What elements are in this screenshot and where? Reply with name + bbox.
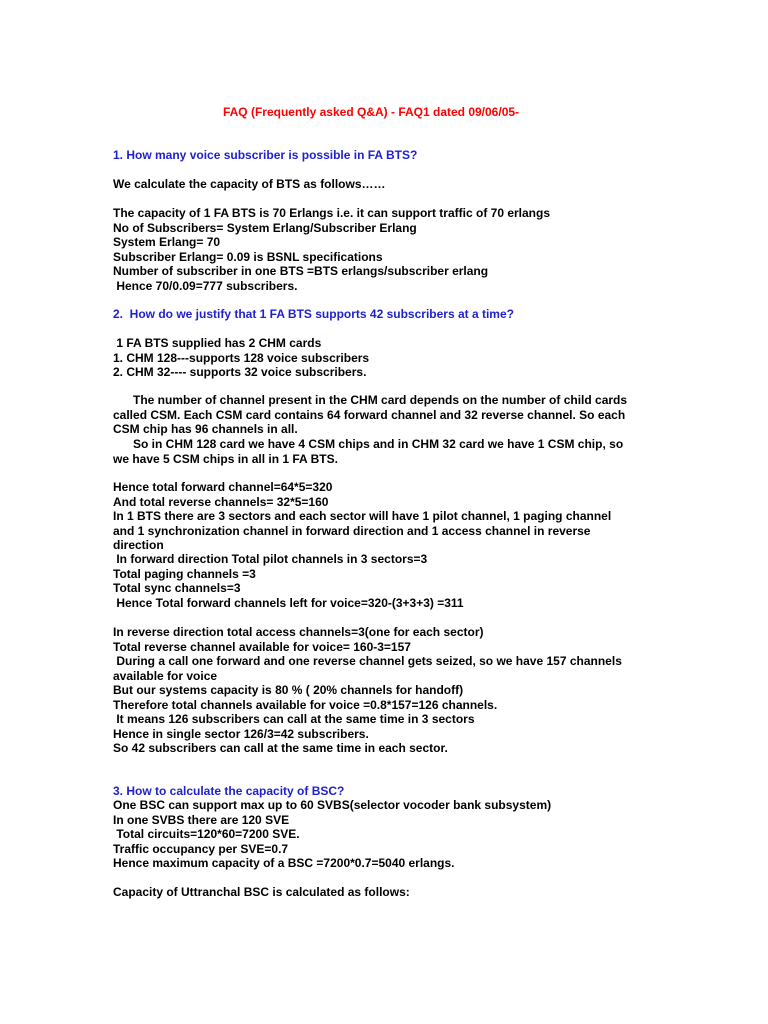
q2-forward-line: Hence Total forward channels left for voice=320-(3+3+3) =311 — [113, 595, 464, 610]
q2-call-paragraph: During a call one forward and one reverse channel gets seized, so we have 157 channels available for voice — [113, 654, 626, 683]
q2-channel-totals — [113, 480, 633, 509]
question-1: 1. How many voice subscriber is possible in FA BTS? — [113, 148, 418, 162]
document-title: FAQ (Frequently asked Q&A) - FAQ1 dated 09/06/05- — [222, 105, 520, 119]
q2-forward-line: Total sync channels=3 — [113, 581, 241, 595]
q2-final-line: It means 126 subscribers can call at the same time in 3 sectors — [113, 712, 475, 726]
q3-line: One BSC can support max up to 60 SVBS(selector vocoder bank subsystem) — [113, 798, 552, 812]
q3-closing: Capacity of Uttranchal BSC is calculated as follows: — [113, 885, 410, 899]
q1-line: Hence 70/0.09=777 subscribers. — [113, 278, 298, 293]
q1-intro: We calculate the capacity of BTS as follows…… — [113, 177, 386, 191]
q1-line: The capacity of 1 FA BTS is 70 Erlangs i.e. it can support traffic of 70 erlangs — [113, 206, 551, 220]
q2-reverse-line: Total reverse channel available for voice= 160-3=157 — [113, 639, 411, 654]
question-2: 2. How do we justify that 1 FA BTS supports 42 subscribers at a time? — [113, 307, 514, 321]
q2-final-line: But our systems capacity is 80 % ( 20% channels for handoff) — [113, 683, 464, 697]
q2-reverse-calc — [113, 625, 633, 654]
q2-forward-line: In forward direction Total pilot channels in 3 sectors=3 — [113, 552, 428, 566]
q3-line: In one SVBS there are 120 SVE — [113, 812, 290, 827]
q1-line: Subscriber Erlang= 0.09 is BSNL specifications — [113, 249, 383, 264]
q2-final-line: Hence in single sector 126/3=42 subscribers. — [113, 726, 369, 741]
q2-csm-paragraph: The number of channel present in the CHM card depends on the number of child cards called CSM. Each CSM card contains 64 forward channel and 32 reverse channel. So each CSM chip has 96 channels in all. — [113, 393, 628, 436]
q2-reverse-line: In reverse direction total access channels=3(one for each sector) — [113, 625, 484, 639]
q2-chip-paragraph: So in CHM 128 card we have 4 CSM chips and in CHM 32 card we have 1 CSM chip, so we have 5 CSM chips in all in 1 FA BTS. — [113, 437, 624, 466]
q3-line: Hence maximum capacity of a BSC =7200*0.7=5040 erlangs. — [113, 856, 455, 870]
question-3: 3. How to calculate the capacity of BSC? — [113, 784, 345, 798]
q2-final-line: So 42 subscribers can call at the same time in each sector. — [113, 741, 448, 755]
q2-total-line: Hence total forward channel=64*5=320 — [113, 480, 333, 494]
q2-card-line: 1. CHM 128---supports 128 voice subscribers — [113, 350, 370, 365]
q1-line: No of Subscribers= System Erlang/Subscriber Erlang — [113, 220, 417, 235]
q1-line: System Erlang= 70 — [113, 235, 221, 249]
q2-forward-line: Total paging channels =3 — [113, 566, 256, 581]
q1-line: Number of subscriber in one BTS =BTS erlangs/subscriber erlang — [113, 264, 489, 278]
q3-answer — [113, 798, 633, 871]
q3-line: Traffic occupancy per SVE=0.7 — [113, 841, 289, 856]
q2-forward-calc — [113, 552, 633, 610]
q2-final-line: Therefore total channels available for voice =0.8*157=126 channels. — [113, 697, 498, 712]
q3-line: Total circuits=120*60=7200 SVE. — [113, 827, 300, 841]
q2-final-calc — [113, 683, 633, 756]
q2-sectors-paragraph: In 1 BTS there are 3 sectors and each sector will have 1 pilot channel, 1 paging channel and 1 synchronization channel in forward direction and 1 access channel in reverse direction — [113, 509, 612, 552]
q2-cards — [113, 336, 633, 380]
q1-answer — [113, 206, 633, 293]
q2-total-line: And total reverse channels= 32*5=160 — [113, 494, 329, 509]
q2-card-line: 1 FA BTS supplied has 2 CHM cards — [113, 336, 322, 350]
q2-card-line: 2. CHM 32---- supports 32 voice subscribers. — [113, 365, 367, 379]
